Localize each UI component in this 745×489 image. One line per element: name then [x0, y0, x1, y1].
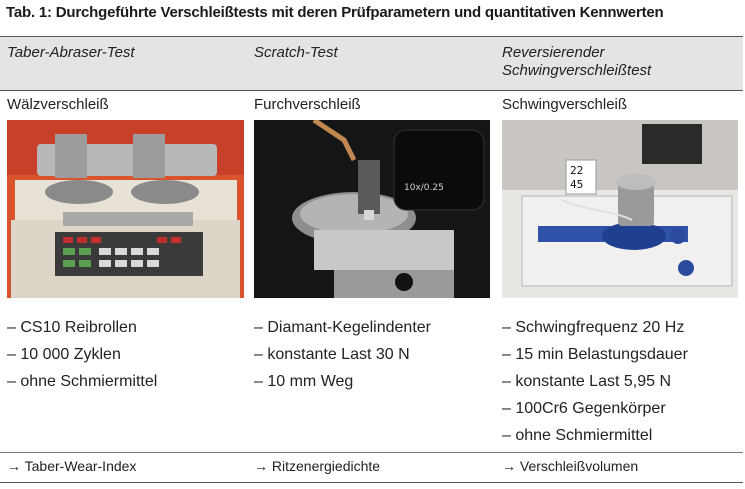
parameter-item: – ohne Schmiermittel — [7, 373, 158, 390]
parameter-item: – 100Cr6 Gegenkörper — [502, 400, 666, 417]
column-header: Taber-Abraser-Test — [7, 44, 135, 61]
parameter-list — [502, 314, 688, 449]
parameter-item: – CS10 Reibrollen — [7, 319, 137, 336]
result-metric: → Verschleißvolumen — [502, 458, 639, 474]
parameter-item: – 10 mm Weg — [254, 373, 354, 390]
parameter-item: – 15 min Belastungsdauer — [502, 346, 688, 363]
column-header: Scratch-Test — [254, 44, 338, 61]
result-metric: → Ritzenergiedichte — [254, 458, 381, 474]
table-bottom-rule — [0, 482, 743, 483]
result-metric: → Taber-Wear-Index — [7, 458, 137, 474]
column-header-line-2: Schwingverschleißtest — [502, 62, 652, 79]
clock-display-bottom: 45 — [570, 178, 584, 191]
parameter-item: – Diamant-Kegelindenter — [254, 319, 431, 336]
scratch-test-photo — [254, 120, 490, 298]
parameter-item: – 10 000 Zyklen — [7, 346, 121, 363]
column-header: Reversierender — [502, 44, 605, 61]
wear-type: Wälzverschleiß — [7, 96, 109, 113]
fretting-test-photo — [502, 120, 738, 298]
parameter-list — [254, 314, 431, 395]
clock-display-top: 22 — [570, 164, 584, 177]
parameter-item: – konstante Last 30 N — [254, 346, 410, 363]
parameter-item: – ohne Schmiermittel — [502, 427, 653, 444]
objective-lens-label: 10x/0.25 — [404, 183, 444, 193]
taber-abraser-photo — [7, 120, 244, 298]
result-divider — [0, 452, 743, 453]
parameter-item: – Schwingfrequenz 20 Hz — [502, 319, 685, 336]
table-title: Tab. 1: Durchgeführte Verschleißtests mit deren Prüfparametern und quantitativen Kennwerten — [6, 4, 664, 21]
wear-type: Furchverschleiß — [254, 96, 361, 113]
parameter-list — [7, 314, 157, 395]
wear-type: Schwingverschleiß — [502, 96, 628, 113]
parameter-item: – konstante Last 5,95 N — [502, 373, 671, 390]
